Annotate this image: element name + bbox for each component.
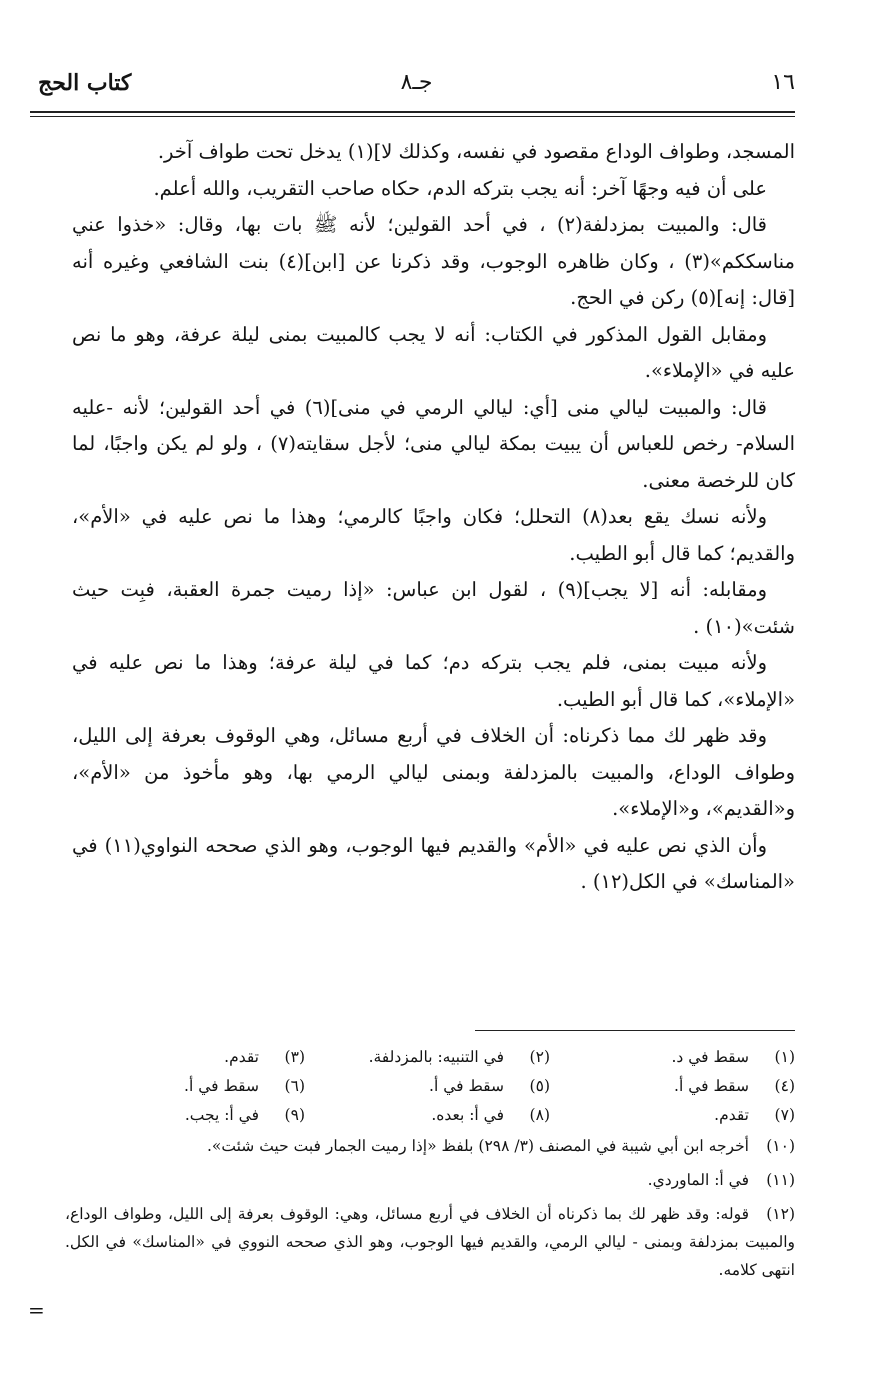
footnote-9: (٩)في أ: يجب. [184,1106,305,1124]
paragraph-1: المسجد، وطواف الوداع مقصود في نفسه، وكذلك لا](١) يدخل تحت طواف آخر. [157,140,795,163]
footnote-11: (١١)في أ: الماوردي. [647,1171,795,1189]
footnote-12: (١٢)قوله: وقد ظهر لك بما ذكرناه أن الخلاف في أربع مسائل، وهي: الوقوف بعرفة إلى الليل، وطواف الوداع، والمبيت بمزدلفة وبمنى - ليالي الرمي، والقديم فيها الوجوب، وهو الذي صححه النووي في «المناسك» في الكل. انتهى كلامه. [65,1205,795,1279]
main-text [72,134,795,901]
footnote-6: (٦)سقط في أ. [184,1077,305,1095]
paragraph-10: وأن الذي نص عليه في «الأم» والقديم فيها الوجوب، وهو الذي صححه النواوي(١١) في «المناسك» في الكل(١٢) . [72,833,795,893]
footnotes-short [65,1043,795,1129]
paragraph-8: ولأنه مبيت بمنى، فلم يجب بتركه دم؛ كما في ليلة عرفة؛ وهذا ما نص عليه في «الإملاء»، كما قال أبو الطيب. [72,651,795,711]
paragraph-3: قال: والمبيت بمزدلفة(٢) ، في أحد القولين؛ لأنه ﷺ بات بها، وقال: «خذوا عني مناسككم»(٣) ، وكان ظاهره الوجوب، وقد ذكرنا عن [ابن](٤) بنت الشافعي وغيره أنه [قال: إنه](٥) ركن في الحج. [72,213,795,309]
margin-mark: = [28,1298,45,1322]
running-header [38,70,795,108]
paragraph-2: على أن فيه وجهًا آخر: أنه يجب بتركه الدم، حكاه صاحب التقريب، والله أعلم. [153,176,767,200]
footnote-7: (٧)تقدم. [714,1106,795,1124]
footnote-8: (٨)في أ: بعده. [431,1106,550,1124]
footnote-2: (٢)في التنبيه: بالمزدلفة. [368,1048,550,1066]
footnote-3: (٣)تقدم. [224,1048,305,1066]
footnote-5: (٥)سقط في أ. [429,1077,550,1095]
paragraph-6: ولأنه نسك يقع بعد(٨) التحلل؛ فكان واجبًا كالرمي؛ وهذا ما نص عليه في «الأم»، والقديم؛ كما قال أبو الطيب. [72,505,795,565]
page-number: ١٦ [771,70,795,95]
header-rule-thick [30,111,795,113]
header-rule-thin [30,116,795,117]
paragraph-9: وقد ظهر لك مما ذكرناه: أن الخلاف في أربع مسائل، وهي الوقوف بعرفة إلى الليل، وطواف الوداع، والمبيت بالمزدلفة وبمنى ليالي الرمي بها، وهو مأخوذ من «الأم»، و«القديم»، و«الإملاء». [72,724,795,820]
footnote-4: (٤)سقط في أ. [674,1077,795,1095]
paragraph-7: ومقابله: أنه [لا يجب](٩) ، لقول ابن عباس: «إذا رميت جمرة العقبة، فبِت حيث شئت»(١٠) . [72,578,795,638]
volume-label: جـ٨ [400,70,433,95]
paragraph-5: قال: والمبيت ليالي منى [أي: ليالي الرمي في منى](٦) في أحد القولين؛ لأنه -عليه السلام- رخص للعباس أن يبيت بمكة ليالي منى؛ لأجل سقايته(٧) ، ولو لم يكن واجبًا، لما كان للرخصة معنى. [72,395,795,492]
footnote-1: (١)سقط في د. [671,1048,795,1066]
footnote-separator [475,1030,795,1031]
book-title: كتاب الحج [38,70,132,96]
paragraph-4: ومقابل القول المذكور في الكتاب: أنه لا يجب كالمبيت بمنى ليلة عرفة، وهو ما نص عليه في «الإملاء». [72,322,795,382]
footnote-10: (١٠)أخرجه ابن أبي شيبة في المصنف (٣/ ٢٩٨) بلفظ «إذا رميت الجمار فبت حيث شئت». [206,1137,795,1155]
